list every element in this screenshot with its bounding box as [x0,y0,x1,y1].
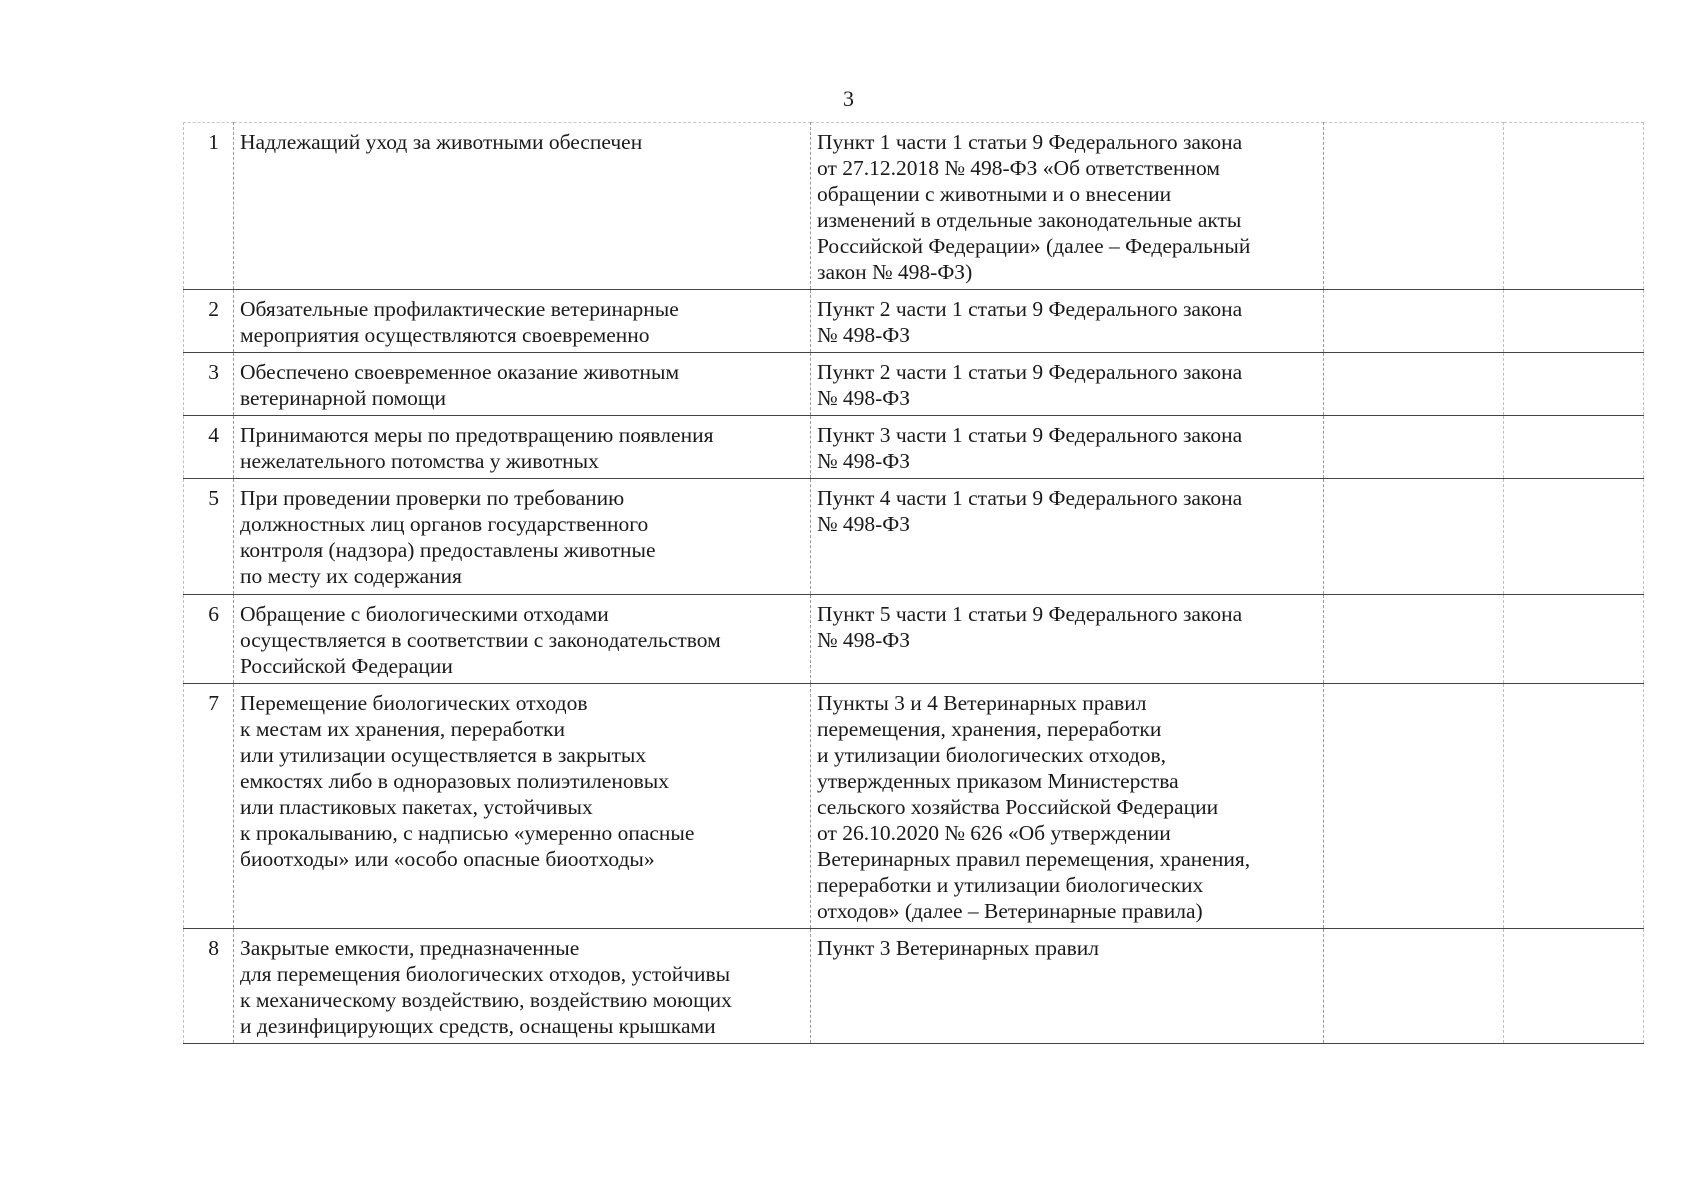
table-row [184,595,1644,684]
answer-cell-2[interactable] [1504,479,1644,595]
table-row [184,353,1644,416]
checklist-table-container [183,122,1643,1044]
answer-cell-1[interactable] [1324,416,1504,479]
legal-reference: Пункты 3 и 4 Ветеринарных правил перемещения, хранения, переработки и утилизации биологических отходов, утвержденных приказом Министерства сельского хозяйства Российской Федерации от 26.10.2020 № 626 «Об утверждении Ветеринарных правил перемещения, хранения, переработки и утилизации биологических отходов» (далее – Ветеринарные правила) [811,684,1324,929]
answer-cell-1[interactable] [1324,353,1504,416]
row-number: 4 [184,416,234,479]
answer-cell-2[interactable] [1504,929,1644,1044]
requirement-text: Закрытые емкости, предназначенные для перемещения биологических отходов, устойчивы к механическому воздействию, воздействию моющих и дезинфицирующих средств, оснащены крышками [234,929,811,1044]
requirement-text: Перемещение биологических отходов к местам их хранения, переработки или утилизации осуществляется в закрытых емкостях либо в одноразовых полиэтиленовых или пластиковых пакетах, устойчивых к прокалыванию, с надписью «умеренно опасные биоотходы» или «особо опасные биоотходы» [234,684,811,929]
legal-reference: Пункт 4 части 1 статьи 9 Федерального закона № 498-ФЗ [811,479,1324,595]
table-row [184,929,1644,1044]
row-number: 1 [184,123,234,290]
answer-cell-1[interactable] [1324,684,1504,929]
row-number: 6 [184,595,234,684]
answer-cell-1[interactable] [1324,595,1504,684]
page-number: 3 [843,86,854,111]
requirement-text: При проведении проверки по требованию должностных лиц органов государственного контроля (надзора) предоставлены животные по месту их содержания [234,479,811,595]
answer-cell-1[interactable] [1324,479,1504,595]
row-number: 5 [184,479,234,595]
checklist-table [183,122,1644,1044]
answer-cell-2[interactable] [1504,290,1644,353]
requirement-text: Принимаются меры по предотвращению появления нежелательного потомства у животных [234,416,811,479]
requirement-text: Обеспечено своевременное оказание животным ветеринарной помощи [234,353,811,416]
legal-reference: Пункт 2 части 1 статьи 9 Федерального закона № 498-ФЗ [811,290,1324,353]
requirement-text: Обращение с биологическими отходами осуществляется в соответствии с законодательством Российской Федерации [234,595,811,684]
table-row [184,479,1644,595]
answer-cell-2[interactable] [1504,416,1644,479]
answer-cell-1[interactable] [1324,929,1504,1044]
requirement-text: Обязательные профилактические ветеринарные мероприятия осуществляются своевременно [234,290,811,353]
row-number: 2 [184,290,234,353]
answer-cell-2[interactable] [1504,684,1644,929]
row-number: 7 [184,684,234,929]
answer-cell-2[interactable] [1504,353,1644,416]
requirement-text: Надлежащий уход за животными обеспечен [234,123,811,290]
table-row [184,416,1644,479]
legal-reference: Пункт 3 части 1 статьи 9 Федерального закона № 498-ФЗ [811,416,1324,479]
legal-reference: Пункт 1 части 1 статьи 9 Федерального закона от 27.12.2018 № 498-ФЗ «Об ответственном обращении с животными и о внесении изменений в отдельные законодательные акты Российской Федерации» (далее – Федеральный закон № 498-ФЗ) [811,123,1324,290]
legal-reference: Пункт 5 части 1 статьи 9 Федерального закона № 498-ФЗ [811,595,1324,684]
table-row [184,290,1644,353]
answer-cell-2[interactable] [1504,123,1644,290]
row-number: 3 [184,353,234,416]
table-row [184,123,1644,290]
answer-cell-1[interactable] [1324,123,1504,290]
legal-reference: Пункт 3 Ветеринарных правил [811,929,1324,1044]
answer-cell-2[interactable] [1504,595,1644,684]
row-number: 8 [184,929,234,1044]
table-row [184,684,1644,929]
answer-cell-1[interactable] [1324,290,1504,353]
legal-reference: Пункт 2 части 1 статьи 9 Федерального закона № 498-ФЗ [811,353,1324,416]
